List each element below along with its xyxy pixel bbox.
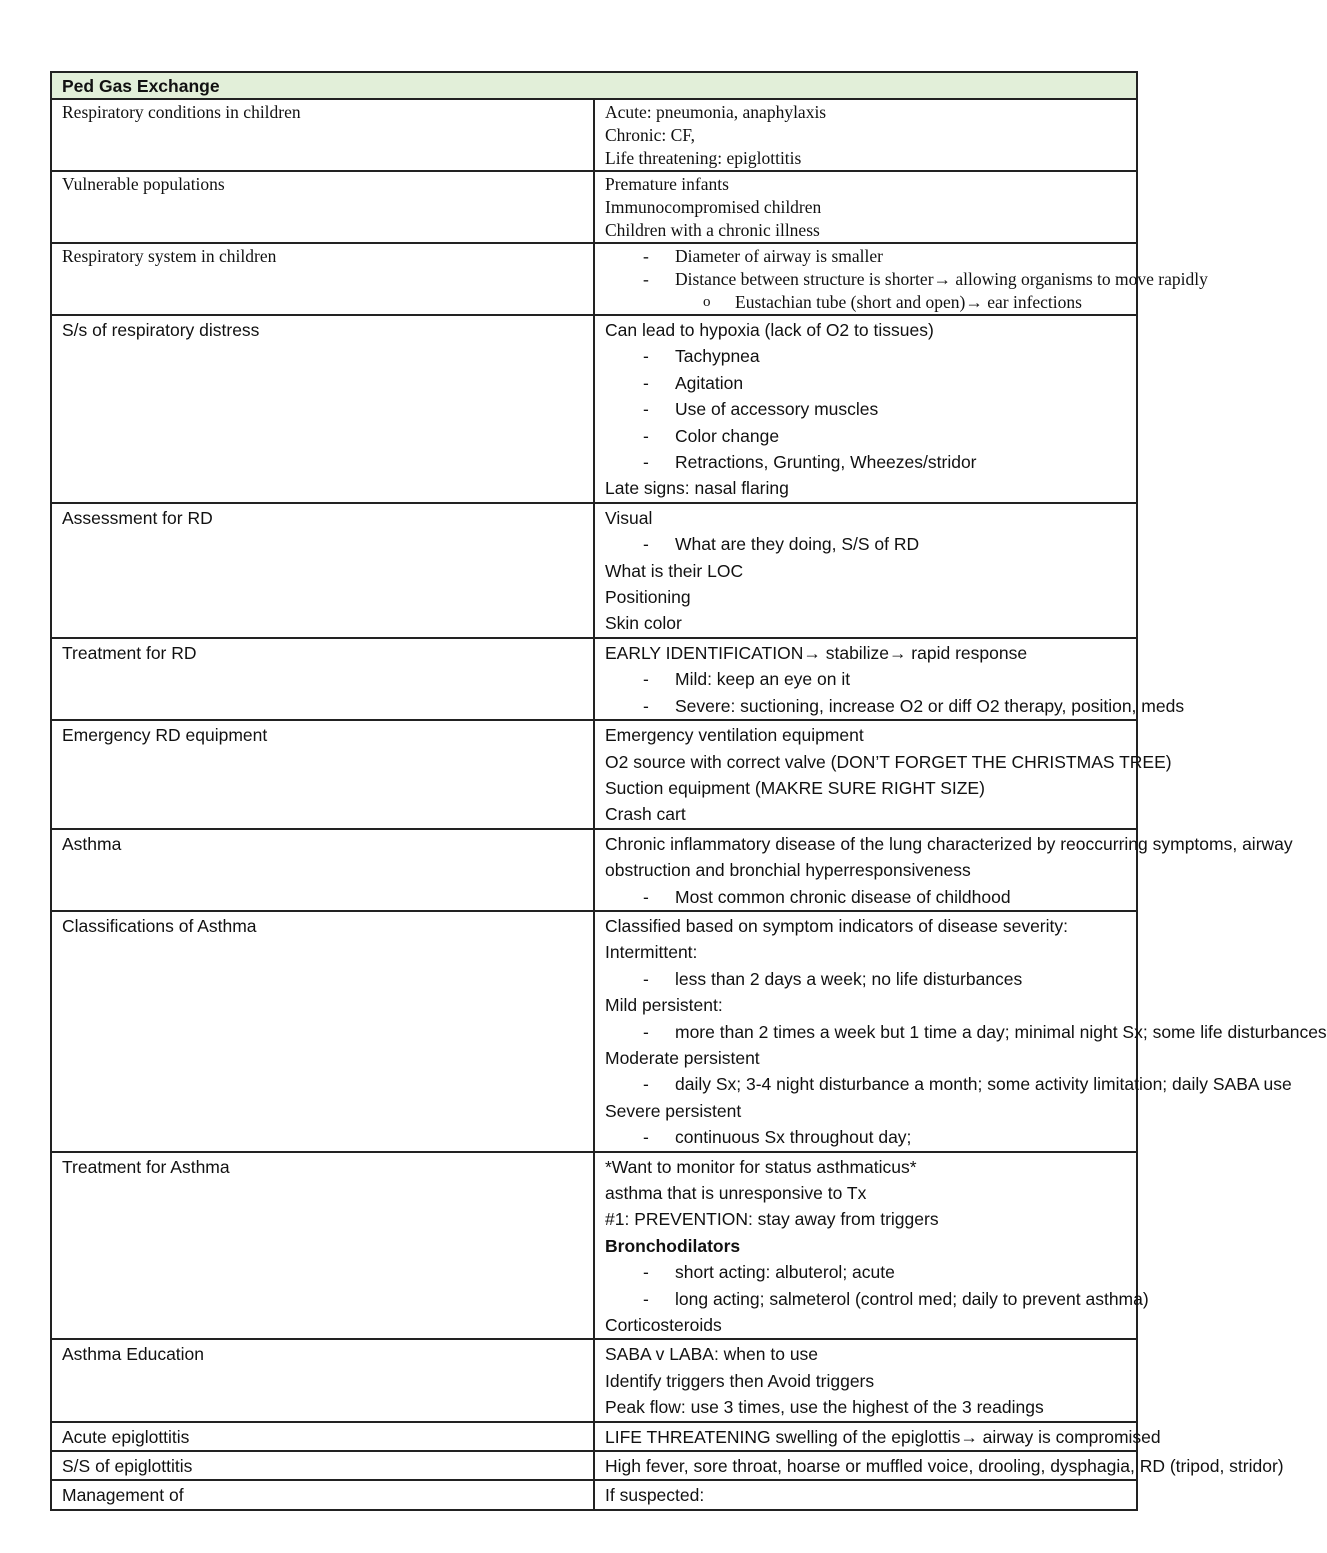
row-term-text: Respiratory conditions in children bbox=[62, 102, 301, 122]
table-row bbox=[51, 1152, 1137, 1340]
row-term bbox=[51, 171, 594, 243]
bullet-item: - What are they doing, S/S of RD bbox=[605, 531, 1126, 557]
bullet-item: - Agitation bbox=[605, 370, 1126, 396]
row-description bbox=[594, 171, 1137, 243]
bullet-item: - Severe: suctioning, increase O2 or diff O2 therapy, position, meds bbox=[605, 693, 1126, 719]
description-line: Immunocompromised children bbox=[605, 197, 822, 217]
row-description bbox=[594, 315, 1137, 503]
description-line: Chronic inflammatory disease of the lung characterized by reoccurring symptoms, airway bbox=[605, 833, 1293, 854]
description-line: Mild persistent: bbox=[605, 995, 723, 1016]
table-row bbox=[51, 1480, 1137, 1509]
table-row bbox=[51, 1422, 1137, 1451]
bullet-item: - Color change bbox=[605, 423, 1126, 449]
row-description bbox=[594, 720, 1172, 829]
description-line: EARLY IDENTIFICATION→ stabilize→ rapid response bbox=[605, 642, 1028, 663]
description-line: Visual bbox=[605, 507, 653, 528]
bullet-item: o Eustachian tube (short and open)→ ear infections bbox=[605, 291, 1126, 314]
bullet-item: - Distance between structure is shorter→ allowing organisms to move rapidly bbox=[605, 268, 1126, 291]
row-description bbox=[594, 503, 1137, 638]
description-line: Emergency ventilation equipment bbox=[605, 725, 864, 746]
row-term-text: Respiratory system in children bbox=[62, 246, 277, 266]
row-term-text: Asthma Education bbox=[62, 1344, 205, 1365]
table-row bbox=[51, 911, 1137, 1152]
description-line: Classified based on symptom indicators of disease severity: bbox=[605, 915, 1068, 936]
description-line: Suction equipment (MAKRE SURE RIGHT SIZE) bbox=[605, 777, 985, 798]
description-line: Peak flow: use 3 times, use the highest of the 3 readings bbox=[605, 1397, 1044, 1418]
bullet-item: - long acting; salmeterol (control med; daily to prevent asthma) bbox=[605, 1286, 1126, 1312]
description-line: #1: PREVENTION: stay away from triggers bbox=[605, 1209, 939, 1230]
table-title-row bbox=[51, 72, 1137, 99]
row-description bbox=[594, 1451, 1284, 1480]
description-line: Intermittent: bbox=[605, 942, 698, 963]
row-description bbox=[594, 243, 1208, 315]
table-title: Ped Gas Exchange bbox=[51, 72, 1137, 99]
bullet-item: - Diameter of airway is smaller bbox=[605, 245, 1126, 268]
row-term-text: Treatment for RD bbox=[62, 642, 197, 663]
description-line: obstruction and bronchial hyperresponsiveness bbox=[605, 860, 971, 881]
row-term bbox=[51, 315, 594, 503]
row-description bbox=[594, 99, 1137, 171]
row-term bbox=[51, 1339, 594, 1421]
description-line: What is their LOC bbox=[605, 560, 744, 581]
table-row bbox=[51, 638, 1137, 720]
description-line: asthma that is unresponsive to Tx bbox=[605, 1183, 867, 1203]
row-term bbox=[51, 243, 594, 315]
row-term-text: S/s of respiratory distress bbox=[62, 320, 260, 340]
row-term-text: S/S of epiglottitis bbox=[62, 1456, 193, 1477]
bullet-item: - Tachypnea bbox=[605, 343, 1126, 369]
row-description bbox=[594, 829, 1293, 911]
row-description bbox=[594, 1480, 1137, 1509]
row-term bbox=[51, 503, 594, 638]
description-line: Life threatening: epiglottitis bbox=[605, 148, 802, 168]
row-term-text: Management of bbox=[62, 1485, 184, 1506]
row-description bbox=[594, 1152, 1149, 1340]
description-line: Positioning bbox=[605, 587, 691, 608]
table-row bbox=[51, 315, 1137, 503]
description-line: Corticosteroids bbox=[605, 1315, 722, 1336]
row-term bbox=[51, 720, 594, 829]
description-line: O2 source with correct valve (DON’T FORGET THE CHRISTMAS TREE) bbox=[605, 751, 1172, 772]
row-term bbox=[51, 638, 594, 720]
row-description bbox=[594, 1339, 1137, 1421]
row-term bbox=[51, 1480, 594, 1509]
description-line: Acute: pneumonia, anaphylaxis bbox=[605, 102, 827, 122]
row-term bbox=[51, 829, 594, 911]
row-term bbox=[51, 911, 594, 1152]
table-row bbox=[51, 720, 1137, 829]
bullet-item: - continuous Sx throughout day; bbox=[605, 1124, 1126, 1150]
row-term bbox=[51, 1152, 594, 1340]
bullet-item: - more than 2 times a week but 1 time a day; minimal night Sx; some life disturbances bbox=[605, 1019, 1126, 1045]
description-line: Bronchodilators bbox=[605, 1235, 741, 1256]
bullet-item: - Most common chronic disease of childhood bbox=[605, 884, 1126, 910]
table-row bbox=[51, 829, 1137, 911]
row-term-text: Assessment for RD bbox=[62, 507, 213, 528]
bullet-item: - daily Sx; 3-4 night disturbance a month; some activity limitation; daily SABA use bbox=[605, 1071, 1126, 1097]
description-line: Moderate persistent bbox=[605, 1047, 760, 1068]
bullet-item: - Retractions, Grunting, Wheezes/stridor bbox=[605, 449, 1126, 475]
description-line: Crash cart bbox=[605, 804, 686, 825]
row-term-text: Asthma bbox=[62, 833, 122, 854]
bullet-item: - less than 2 days a week; no life disturbances bbox=[605, 966, 1126, 992]
table-row bbox=[51, 1339, 1137, 1421]
row-term-text: Treatment for Asthma bbox=[62, 1156, 230, 1177]
description-line: SABA v LABA: when to use bbox=[605, 1344, 819, 1365]
row-term-text: Vulnerable populations bbox=[62, 174, 225, 194]
description-line: Late signs: nasal flaring bbox=[605, 478, 789, 499]
row-term-text: Classifications of Asthma bbox=[62, 915, 257, 936]
row-term-text: Acute epiglottitis bbox=[62, 1426, 190, 1447]
row-term bbox=[51, 99, 594, 171]
bullet-item: - Mild: keep an eye on it bbox=[605, 666, 1126, 692]
description-line: Can lead to hypoxia (lack of O2 to tissues) bbox=[605, 320, 934, 340]
row-term bbox=[51, 1451, 594, 1480]
notes-table bbox=[50, 71, 1327, 1511]
description-line: Skin color bbox=[605, 613, 682, 634]
row-description bbox=[594, 1422, 1161, 1451]
description-line: High fever, sore throat, hoarse or muffled voice, drooling, dysphagia, RD (tripod, stridor) bbox=[605, 1456, 1284, 1477]
description-line: *Want to monitor for status asthmaticus* bbox=[605, 1156, 917, 1177]
description-line: Severe persistent bbox=[605, 1100, 742, 1121]
description-line: Premature infants bbox=[605, 174, 729, 194]
row-description bbox=[594, 638, 1185, 720]
bullet-item: - Use of accessory muscles bbox=[605, 396, 1126, 422]
table-row bbox=[51, 503, 1137, 638]
row-term-text: Emergency RD equipment bbox=[62, 725, 268, 746]
table-row bbox=[51, 99, 1137, 171]
description-line: Identify triggers then Avoid triggers bbox=[605, 1370, 875, 1391]
row-term bbox=[51, 1422, 594, 1451]
description-line: Chronic: CF, bbox=[605, 125, 695, 145]
row-description bbox=[594, 911, 1327, 1152]
description-line: If suspected: bbox=[605, 1485, 705, 1506]
table-row bbox=[51, 1451, 1137, 1480]
description-line: LIFE THREATENING swelling of the epiglottis→ airway is compromised bbox=[605, 1426, 1161, 1447]
table-row bbox=[51, 171, 1137, 243]
description-line: Children with a chronic illness bbox=[605, 220, 820, 240]
table-row bbox=[51, 243, 1137, 315]
bullet-item: - short acting: albuterol; acute bbox=[605, 1259, 1126, 1285]
